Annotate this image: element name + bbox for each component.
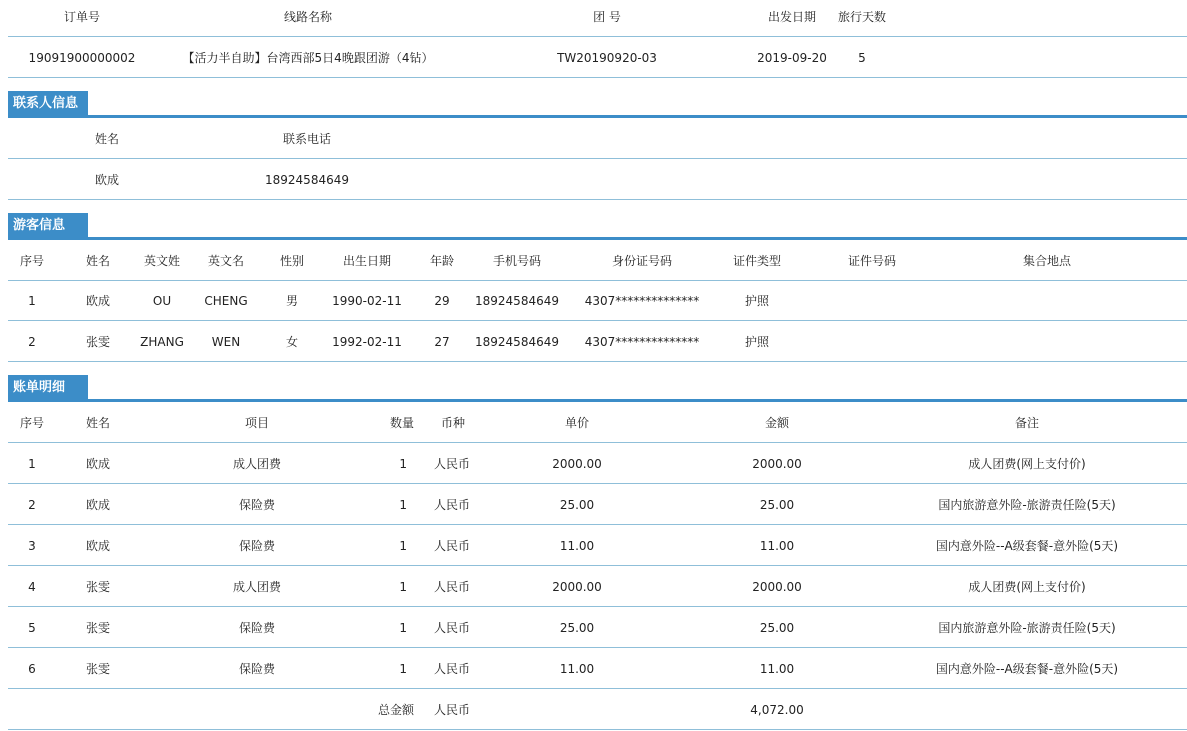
bill-qty: 1 <box>399 621 407 635</box>
bill-item: 保险费 <box>238 621 276 635</box>
bill-name: 欧成 <box>85 457 111 471</box>
bill-remark: 成人团费(网上支付价) <box>968 580 1086 594</box>
bill-item: 保险费 <box>238 662 276 676</box>
tourist-seq: 1 <box>28 294 36 308</box>
bill-seq: 1 <box>28 457 36 471</box>
divider <box>8 647 1187 648</box>
tourist-header-cert-type: 证件类型 <box>732 254 782 268</box>
bill-currency: 人民币 <box>434 662 471 676</box>
bill-amount: 11.00 <box>759 539 795 553</box>
section-title-tourists: 游客信息 <box>8 213 88 238</box>
divider <box>8 361 1187 362</box>
bill-header-unit-price: 单价 <box>564 416 590 430</box>
tourist-header-gender: 性别 <box>279 254 305 268</box>
divider <box>8 729 1187 730</box>
bill-amount: 2000.00 <box>752 580 802 594</box>
order-header-order-no: 订单号 <box>63 10 101 24</box>
bill-header-item: 项目 <box>244 416 270 430</box>
tourist-header-age: 年龄 <box>429 254 455 268</box>
bill-unit-price: 11.00 <box>559 662 595 676</box>
tourist-header-name: 姓名 <box>85 254 111 268</box>
bill-header-seq: 序号 <box>19 416 45 430</box>
tourist-givenname-en: CHENG <box>204 294 248 308</box>
bill-currency: 人民币 <box>434 457 471 471</box>
bill-currency: 人民币 <box>434 498 471 512</box>
bill-unit-price: 25.00 <box>559 621 595 635</box>
bill-name: 张雯 <box>85 662 111 676</box>
bill-item: 成人团费 <box>232 457 282 471</box>
bill-currency: 人民币 <box>434 539 471 553</box>
bill-header-remark: 备注 <box>1014 416 1040 430</box>
bill-qty: 1 <box>399 580 407 594</box>
tourist-surname-en: OU <box>152 294 172 308</box>
bill-unit-price: 11.00 <box>559 539 595 553</box>
tourist-header-cert-no: 证件号码 <box>847 254 897 268</box>
divider <box>8 158 1187 159</box>
bill-amount: 25.00 <box>759 621 795 635</box>
tourist-cert-type: 护照 <box>744 294 770 308</box>
bill-qty: 1 <box>399 457 407 471</box>
bill-remark: 国内旅游意外险-旅游责任险(5天) <box>938 621 1116 635</box>
bill-name: 欧成 <box>85 498 111 512</box>
bill-header-name: 姓名 <box>85 416 111 430</box>
divider <box>8 565 1187 566</box>
bill-header-qty: 数量 <box>389 416 414 430</box>
tourist-mobile: 18924584649 <box>475 294 559 308</box>
order-no-value: 19091900000002 <box>28 51 136 65</box>
tourist-age: 29 <box>434 294 450 308</box>
tourist-mobile: 18924584649 <box>475 335 559 349</box>
tourist-seq: 2 <box>28 335 36 349</box>
bill-total-amount: 4,072.00 <box>750 703 804 717</box>
section-underline <box>8 115 1187 118</box>
bill-amount: 25.00 <box>759 498 795 512</box>
order-header-route-name: 线路名称 <box>283 10 333 24</box>
bill-seq: 4 <box>28 580 36 594</box>
tourist-surname-en: ZHANG <box>140 335 184 349</box>
bill-total-label: 总金额 <box>377 703 414 717</box>
divider <box>8 688 1187 689</box>
tourist-gender: 女 <box>285 335 299 349</box>
bill-name: 欧成 <box>85 539 111 553</box>
bill-item: 成人团费 <box>232 580 282 594</box>
tourist-header-mobile: 手机号码 <box>492 254 542 268</box>
contact-header-phone: 联系电话 <box>282 132 332 146</box>
bill-qty: 1 <box>399 539 407 553</box>
order-header-group-no: 团 号 <box>593 10 621 24</box>
section-underline <box>8 237 1187 240</box>
tourist-birthdate: 1990-02-11 <box>332 294 402 308</box>
bill-total-currency: 人民币 <box>434 703 471 717</box>
bill-remark: 国内意外险--A级套餐-意外险(5天) <box>935 539 1119 553</box>
tourist-gender: 男 <box>285 294 299 308</box>
bill-seq: 2 <box>28 498 36 512</box>
bill-remark: 国内意外险--A级套餐-意外险(5天) <box>935 662 1119 676</box>
tourist-header-seq: 序号 <box>19 254 45 268</box>
divider <box>8 36 1187 37</box>
group-no-value: TW20190920-03 <box>557 51 657 65</box>
divider <box>8 280 1187 281</box>
tourist-id-no: 4307************** <box>584 335 700 349</box>
contact-phone-value: 18924584649 <box>265 173 349 187</box>
bill-qty: 1 <box>399 498 407 512</box>
bill-unit-price: 2000.00 <box>552 580 602 594</box>
tourist-givenname-en: WEN <box>211 335 241 349</box>
tourist-header-meeting-point: 集合地点 <box>1022 254 1072 268</box>
section-title-bill: 账单明细 <box>8 375 88 400</box>
bill-item: 保险费 <box>238 539 276 553</box>
days-value: 5 <box>858 51 866 65</box>
bill-seq: 5 <box>28 621 36 635</box>
section-underline <box>8 399 1187 402</box>
divider <box>8 199 1187 200</box>
bill-unit-price: 2000.00 <box>552 457 602 471</box>
bill-remark: 国内旅游意外险-旅游责任险(5天) <box>938 498 1116 512</box>
bill-seq: 6 <box>28 662 36 676</box>
contact-header-name: 姓名 <box>94 132 120 146</box>
bill-amount: 11.00 <box>759 662 795 676</box>
tourist-header-givenname-en: 英文名 <box>207 254 245 268</box>
divider <box>8 442 1187 443</box>
bill-seq: 3 <box>28 539 36 553</box>
bill-name: 张雯 <box>85 621 111 635</box>
tourist-age: 27 <box>434 335 450 349</box>
tourist-header-id-no: 身份证号码 <box>611 254 673 268</box>
order-header-departure-date: 出发日期 <box>767 10 817 24</box>
divider <box>8 524 1187 525</box>
bill-currency: 人民币 <box>434 580 471 594</box>
departure-date-value: 2019-09-20 <box>757 51 827 65</box>
tourist-id-no: 4307************** <box>584 294 700 308</box>
bill-name: 张雯 <box>85 580 111 594</box>
contact-name-value: 欧成 <box>94 173 120 187</box>
tourist-name: 张雯 <box>85 335 111 349</box>
route-name-link[interactable]: 【活力半自助】台湾西部5日4晚跟团游（4钻） <box>182 51 434 65</box>
divider <box>8 77 1187 78</box>
section-title-contact: 联系人信息 <box>8 91 88 116</box>
bill-remark: 成人团费(网上支付价) <box>968 457 1086 471</box>
bill-header-currency: 币种 <box>441 416 466 430</box>
bill-item: 保险费 <box>238 498 276 512</box>
divider <box>8 606 1187 607</box>
bill-unit-price: 25.00 <box>559 498 595 512</box>
divider <box>8 320 1187 321</box>
tourist-birthdate: 1992-02-11 <box>332 335 402 349</box>
bill-header-amount: 金额 <box>764 416 790 430</box>
bill-amount: 2000.00 <box>752 457 802 471</box>
tourist-cert-type: 护照 <box>744 335 770 349</box>
tourist-header-birthdate: 出生日期 <box>342 254 392 268</box>
bill-qty: 1 <box>399 662 407 676</box>
tourist-header-surname-en: 英文姓 <box>143 254 181 268</box>
order-header-days: 旅行天数 <box>837 10 887 24</box>
tourist-name: 欧成 <box>85 294 111 308</box>
divider <box>8 483 1187 484</box>
bill-currency: 人民币 <box>434 621 471 635</box>
